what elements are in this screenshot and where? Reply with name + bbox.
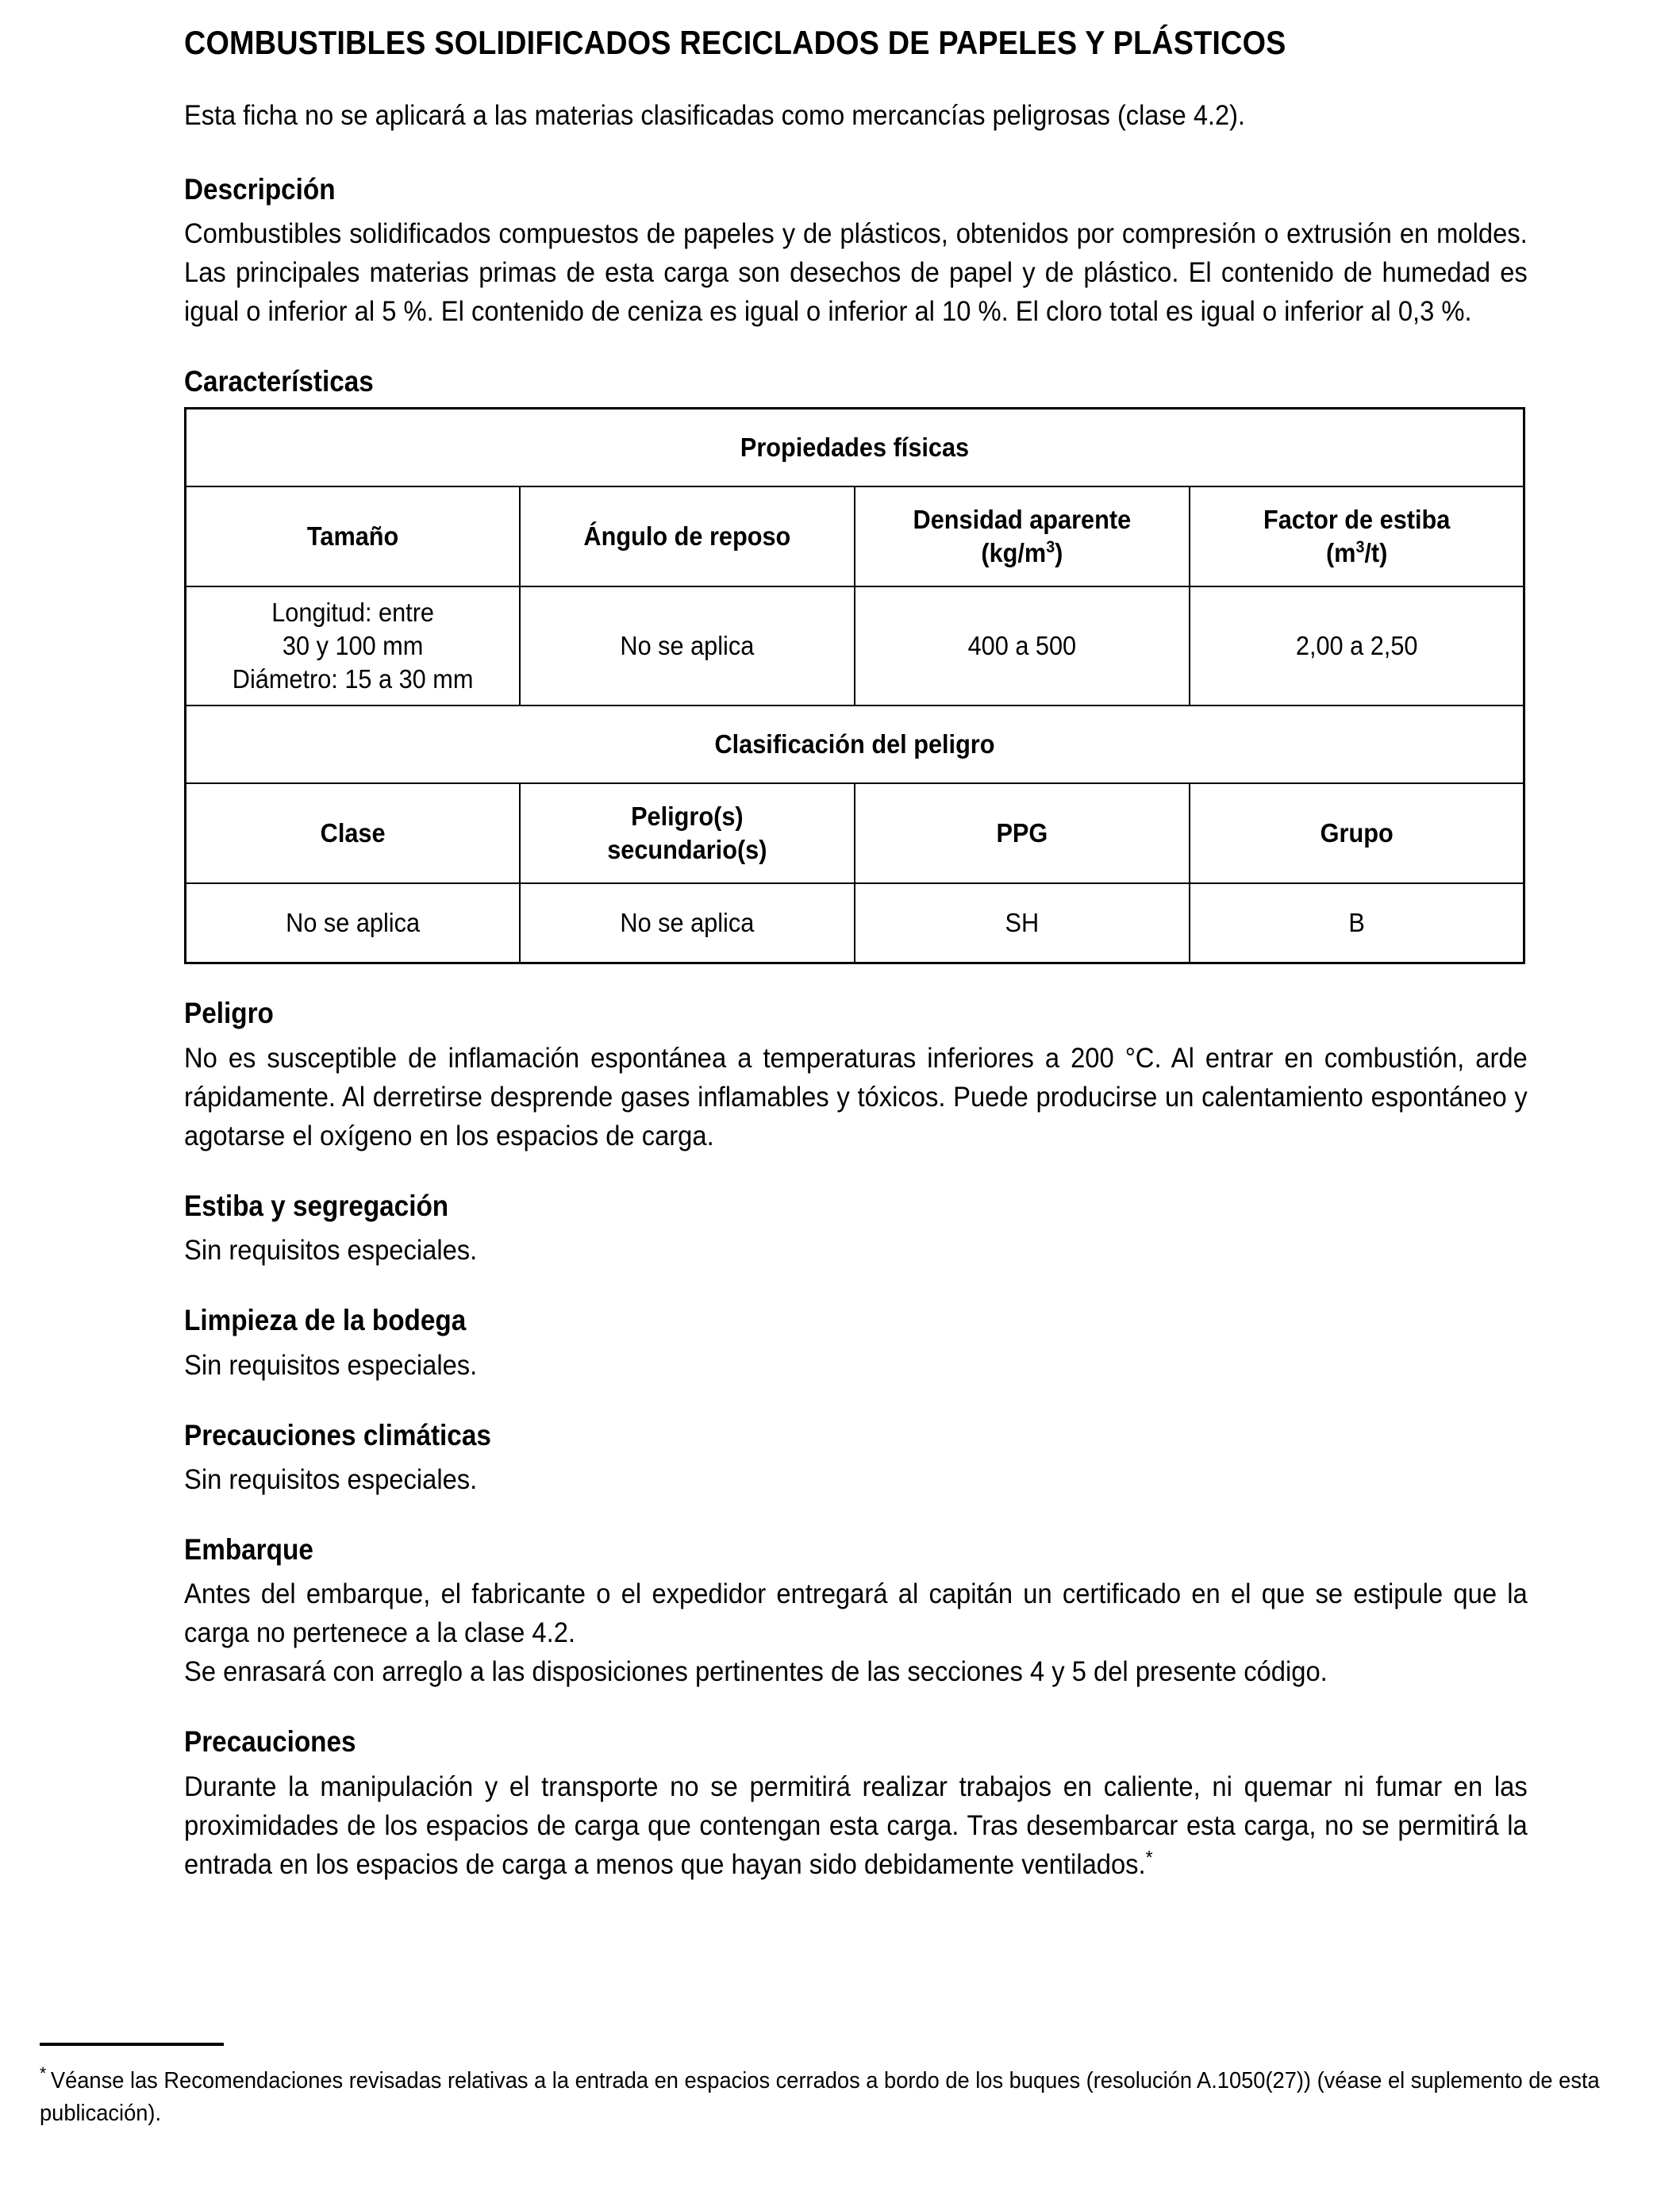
table-cell-size-line1: Longitud: entre	[271, 598, 434, 628]
table-header-density-unit-exponent: 3	[1046, 538, 1055, 557]
section-body-limpieza: Sin requisitos especiales.	[184, 1349, 478, 1381]
table-header-stowage-unit-suffix: /t)	[1364, 538, 1388, 568]
table-cell-class-value	[186, 883, 521, 963]
section-heading-caracteristicas: Características	[184, 364, 374, 398]
section-heading-peligro: Peligro	[184, 997, 274, 1030]
table-cell-density-value	[855, 586, 1190, 705]
section-estiba	[184, 1189, 1527, 1270]
section-body-embarque-1: Antes del embarque, el fabricante o el expedidor entregará al capitán un certificado en el que se estipule que la carga no pertenece a la clase 4.2.	[184, 1578, 1528, 1649]
table-header-stowage-unit-exponent: 3	[1355, 538, 1365, 557]
section-body-climaticas: Sin requisitos especiales.	[184, 1463, 478, 1495]
section-precauciones	[184, 1724, 1527, 1883]
section-heading-limpieza: Limpieza de la bodega	[184, 1304, 467, 1337]
table-cell-ppg-value	[855, 883, 1190, 963]
table-header-class	[186, 783, 521, 883]
section-limpieza	[184, 1303, 1527, 1384]
table-row-hazard-values	[186, 883, 1524, 963]
characteristics-table	[184, 407, 1525, 964]
table-header-class-label: Clase	[320, 818, 386, 848]
table-cell-density-label: 400 a 500	[967, 631, 1077, 661]
table-header-stowage	[1190, 486, 1524, 586]
section-body-peligro: No es susceptible de inflamación espontánea a temperaturas inferiores a 200 °C. Al entrar en combustión, arde rápidamente. Al derretirse desprende gases inflamables y tóxicos. Puede producirse un calentamiento espontáneo y agotarse el oxígeno en los espacios de carga.	[184, 1042, 1528, 1151]
section-embarque	[184, 1532, 1527, 1691]
intro-paragraph: Esta ficha no se aplicará a las materias clasificadas como mercancías peligrosas (clase 4.2).	[184, 100, 1245, 132]
table-cell-secondary-label: No se aplica	[620, 908, 755, 938]
table-cell-secondary-value	[520, 883, 855, 963]
table-cell-stowage-value	[1190, 586, 1524, 705]
section-heading-embarque: Embarque	[184, 1532, 313, 1566]
table-band-hazard-label: Clasificación del peligro	[714, 729, 995, 759]
section-descripcion	[184, 172, 1527, 331]
characteristics-table-wrapper	[184, 407, 1527, 964]
section-peligro	[184, 996, 1527, 1155]
section-body-precauciones	[184, 1767, 1528, 1884]
section-body-precauciones-text: Durante la manipulación y el transporte no se permitirá realizar trabajos en caliente, ni quemar ni fumar en las proximidades de los espacios de carga que contengan esta carga. Tras desembarcar esta carga, no se permitirá la entrada en los espacios de carga a menos que hayan sido debidamente ventilados.	[184, 1770, 1528, 1880]
section-heading-estiba: Estiba y segregación	[184, 1189, 449, 1222]
table-header-angle-label: Ángulo de reposo	[583, 521, 791, 552]
table-header-ppg	[855, 783, 1190, 883]
table-row-band-hazard	[186, 705, 1524, 783]
table-header-group-label: Grupo	[1320, 818, 1394, 848]
table-header-density	[855, 486, 1190, 586]
table-header-density-unit-suffix: )	[1055, 538, 1063, 568]
table-header-size	[186, 486, 521, 586]
footnote	[40, 2043, 1651, 2129]
footnote-body	[40, 2065, 1645, 2129]
section-heading-descripcion: Descripción	[184, 172, 336, 206]
section-body-estiba: Sin requisitos especiales.	[184, 1235, 478, 1267]
section-precauciones-climaticas	[184, 1418, 1527, 1499]
footnote-marker: *	[40, 2063, 47, 2084]
footnote-text: Véanse las Recomendaciones revisadas relativas a la entrada en espacios cerrados a bordo de los buques (resolución A.1050(27)) (véase el suplemento de esta publicación).	[40, 2068, 1600, 2126]
table-header-density-unit-prefix: (kg/m	[981, 538, 1047, 568]
table-cell-size-line3: Diámetro: 15 a 30 mm	[232, 664, 474, 694]
table-row-physical-headers	[186, 486, 1524, 586]
section-caracteristicas	[184, 364, 1527, 964]
footnote-divider	[40, 2043, 224, 2046]
table-header-density-line1: Densidad aparente	[913, 505, 1132, 535]
page-title: COMBUSTIBLES SOLIDIFICADOS RECICLADOS DE PAPELES Y PLÁSTICOS	[184, 24, 1286, 61]
table-header-secondary-hazard	[520, 783, 855, 883]
section-heading-precauciones: Precauciones	[184, 1725, 356, 1759]
section-heading-climaticas: Precauciones climáticas	[184, 1418, 491, 1451]
table-header-group	[1190, 783, 1524, 883]
table-cell-group-value	[1190, 883, 1524, 963]
table-band-hazard	[186, 705, 1524, 783]
table-cell-class-label: No se aplica	[286, 908, 421, 938]
table-cell-angle-label: No se aplica	[620, 631, 755, 661]
table-cell-angle-value	[520, 586, 855, 705]
footnote-reference-marker: *	[1145, 1847, 1153, 1869]
table-row-physical-values	[186, 586, 1524, 705]
table-row-hazard-headers	[186, 783, 1524, 883]
table-row-band-physical	[186, 409, 1524, 487]
table-header-stowage-unit-prefix: (m	[1325, 538, 1356, 568]
table-header-secondary-line2: secundario(s)	[607, 835, 767, 865]
table-header-stowage-line1: Factor de estiba	[1263, 505, 1451, 535]
table-cell-size-line2: 30 y 100 mm	[282, 631, 424, 661]
table-header-size-label: Tamaño	[306, 521, 399, 552]
table-header-angle	[520, 486, 855, 586]
table-cell-stowage-label: 2,00 a 2,50	[1295, 631, 1418, 661]
table-cell-group-label: B	[1348, 908, 1365, 938]
section-body-descripcion: Combustibles solidificados compuestos de papeles y de plásticos, obtenidos por compresión o extrusión en moldes. Las principales materias primas de esta carga son desechos de papel y de plástico. El contenido de humedad es igual o inferior al 5 %. El contenido de ceniza es igual o inferior al 10 %. El cloro total es igual o inferior al 0,3 %.	[184, 217, 1528, 327]
table-band-physical	[186, 409, 1524, 487]
table-header-ppg-label: PPG	[996, 818, 1048, 848]
section-body-embarque-2: Se enrasará con arreglo a las disposiciones pertinentes de las secciones 4 y 5 del presente código.	[184, 1656, 1328, 1688]
table-cell-ppg-label: SH	[1005, 908, 1040, 938]
table-header-secondary-line1: Peligro(s)	[631, 802, 744, 832]
table-cell-size-value	[186, 586, 521, 705]
table-band-physical-label: Propiedades físicas	[740, 433, 970, 463]
page-content	[184, 24, 1527, 1917]
